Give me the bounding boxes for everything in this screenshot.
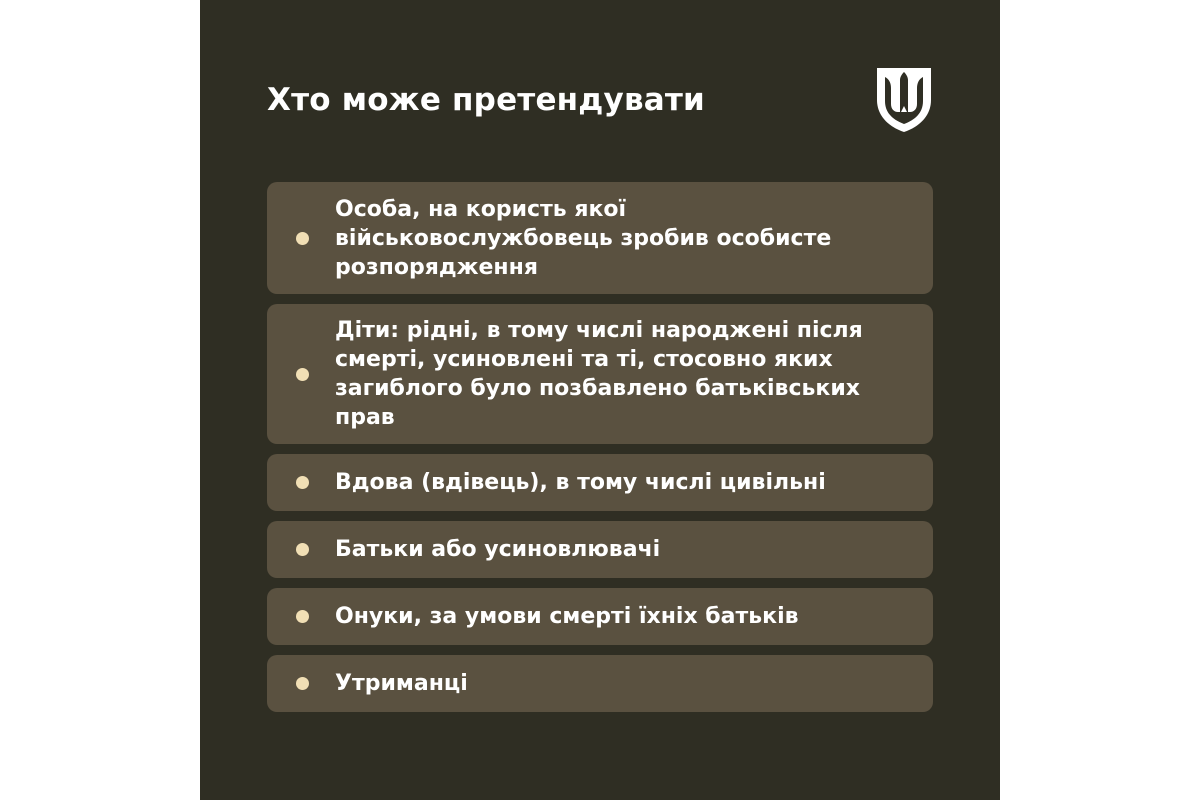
bullet-icon bbox=[296, 368, 309, 381]
list-item bbox=[267, 182, 933, 294]
list-item-text: Особа, на користь якої військовослужбовець зробив особисте розпорядження bbox=[335, 196, 832, 280]
list-item-text: Вдова (вдівець), в тому числі цивільні bbox=[335, 470, 826, 495]
list-item-text: Батьки або усиновлювачі bbox=[335, 537, 661, 562]
page-title: Хто може претендувати bbox=[267, 82, 705, 118]
list-item bbox=[267, 304, 933, 444]
bullet-icon bbox=[296, 232, 309, 245]
list-item-text: Онуки, за умови смерті їхніх батьків bbox=[335, 604, 799, 629]
bullet-icon bbox=[296, 677, 309, 690]
eligibility-list bbox=[267, 182, 933, 722]
list-item bbox=[267, 655, 933, 712]
bullet-icon bbox=[296, 610, 309, 623]
bullet-icon bbox=[296, 476, 309, 489]
trident-shield-icon bbox=[874, 66, 934, 134]
list-item bbox=[267, 521, 933, 578]
bullet-icon bbox=[296, 543, 309, 556]
list-item-text: Діти: рідні, в тому числі народжені після смерті, усиновлені та ті, стосовно яких загиблого було позбавлено батьківських прав bbox=[335, 318, 863, 430]
info-card-panel bbox=[200, 0, 1000, 800]
list-item bbox=[267, 454, 933, 511]
list-item-text: Утриманці bbox=[335, 671, 468, 696]
list-item bbox=[267, 588, 933, 645]
